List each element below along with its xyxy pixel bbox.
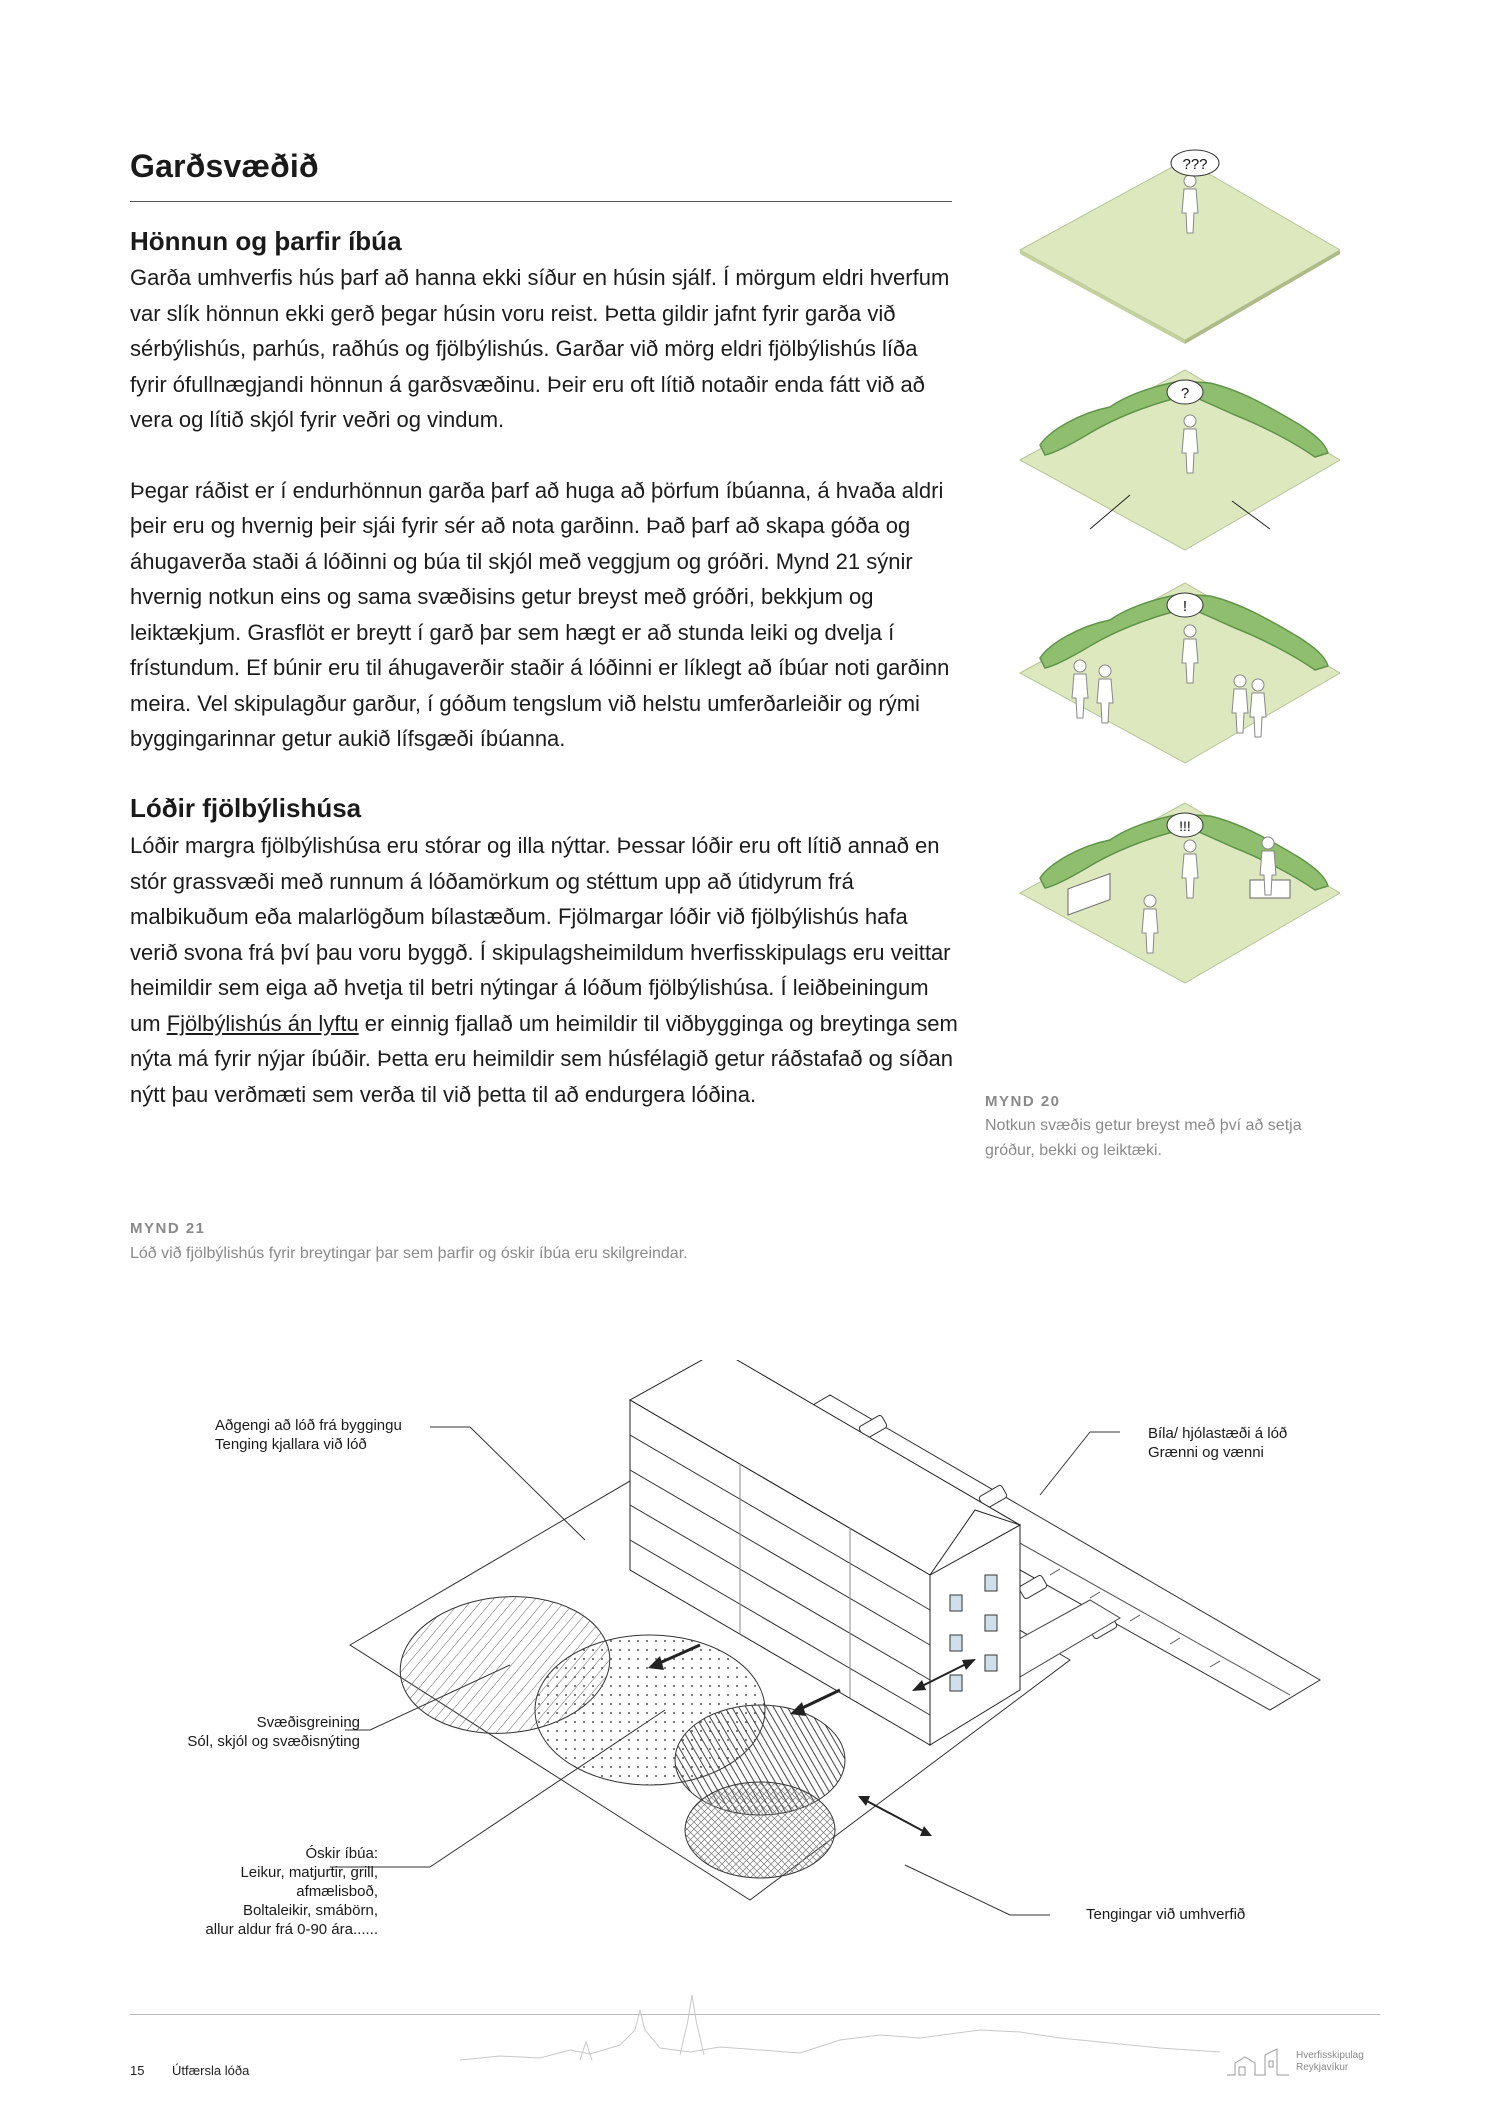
skyline-illustration — [460, 1990, 1220, 2075]
figure-20-caption — [985, 1113, 1302, 1163]
figure-21-label: MYND 21 — [130, 1220, 206, 1237]
brand-line: Reykjavíkur — [1296, 2062, 1349, 2073]
annotation-line: Bíla/ hjólastæði á lóð — [1148, 1425, 1288, 1442]
bubble-text: ? — [1180, 385, 1190, 402]
title-divider — [130, 201, 952, 202]
hverfisskipulag-logo-icon — [1225, 2045, 1293, 2081]
page-number: 15 — [130, 2063, 145, 2078]
paragraph: Garða umhverfis hús þarf að hanna ekki síður en húsin sjálf. Í mörgum eldri hverfum var slík hönnun ekki gerð þegar húsin voru reist. Þetta gildir jafnt fyrir garða við sérbýlishús, parhús, raðhús og fjölbýlishús. Garðar við mörg eldri fjölbýlishús líða fyrir ófullnægjandi hönnun á garðsvæðinu. Þeir eru oft lítið notaðir enda fátt við að vera og lítið skjól fyrir veðri og vindum. — [130, 265, 950, 432]
annotation-line: Svæðisgreining — [256, 1714, 360, 1731]
zone-crosshatch — [685, 1782, 835, 1878]
annotation-line: Leikur, matjurtir, grill, — [240, 1864, 378, 1881]
car-icon — [1018, 1574, 1048, 1599]
page-title: Garðsvæðið — [130, 148, 319, 184]
annotation-zoning — [150, 1713, 360, 1751]
annotation-line: Aðgengi að lóð frá byggingu — [215, 1417, 402, 1434]
section-heading-needs: Hönnun og þarfir íbúa — [130, 226, 402, 256]
annotation-line: Óskir íbúa: — [305, 1845, 378, 1862]
annotation-wishes — [150, 1844, 378, 1939]
caption-line: gróður, bekki og leiktæki. — [985, 1142, 1162, 1159]
annotation-line: Grænni og vænni — [1148, 1444, 1264, 1461]
annotation-line: Tengingar við umhverfið — [1086, 1906, 1246, 1923]
figure-21-caption: Lóð við fjölbýlishús fyrir breytingar þar sem þarfir og óskir íbúa eru skilgreindar. — [130, 1245, 688, 1262]
figure-20-label: MYND 20 — [985, 1093, 1061, 1110]
brand-name — [1296, 2050, 1364, 2074]
annotation-line: Sól, skjól og svæðisnýting — [187, 1733, 360, 1750]
brand-line: Hverfisskipulag — [1296, 2050, 1364, 2061]
section-lots-body — [130, 828, 960, 1112]
annotation-line: allur aldur frá 0-90 ára...... — [205, 1921, 378, 1938]
caption-line: Notkun svæðis getur breyst með því að setja — [985, 1117, 1302, 1134]
paragraph — [130, 828, 960, 1112]
section-needs-body — [130, 260, 960, 757]
figure-20-illustration — [1010, 145, 1340, 1065]
bubble-text: ! — [1182, 598, 1188, 615]
person-figure — [1250, 679, 1266, 737]
section-heading-lots: Lóðir fjölbýlishúsa — [130, 793, 362, 823]
panel-shrubs-people — [1020, 583, 1340, 763]
annotation-line: afmælisboð, — [296, 1883, 378, 1900]
paragraph-text: er einnig fjallað um heimildir til viðbygginga og breytinga sem nýta má fyrir nýjar íbúðir. Þetta eru heimildir sem húsfélagið getur ráðstafað og síðan nýtt þau verðmæti sem verða til við þetta til að endurgera lóðina. — [130, 1010, 958, 1107]
annotation-line: Tenging kjallara við lóð — [215, 1436, 367, 1453]
bubble-text: !!! — [1179, 818, 1191, 834]
guidelines-link[interactable]: Fjölbýlishús án lyftu — [166, 1010, 359, 1036]
annotation-parking — [1148, 1424, 1287, 1462]
footer-section-title: Útfærsla lóða — [172, 2063, 250, 2078]
panel-empty-lawn — [1020, 150, 1340, 344]
annotation-connections — [1086, 1905, 1245, 1924]
paragraph-text: Lóðir margra fjölbýlishúsa eru stórar og illa nýttar. Þessar lóðir eru oft lítið annað en stór grassvæði með runnum á lóðamörkum og stéttum upp að útidyrum frá malbikuðum eða malarlögðum bílastæðum. Fjölmargar lóðir við fjölbýlishús hafa verið svona frá því þau voru byggð. Í skipulagsheimildum hverfisskipulags eru veittar heimildir sem eiga að hvetja til betri nýtingar á lóðum fjölbýlishúsa. Í leiðbeiningum um — [130, 833, 951, 1036]
paragraph: Þegar ráðist er í endurhönnun garða þarf að huga að þörfum íbúanna, á hvaða aldri þeir eru og hvernig þeir sjái fyrir sér að nota garðinn. Það þarf að skapa góða og áhugaverða staði á lóðinni og búa til skjól með veggjum og gróðri. Mynd 21 sýnir hvernig notkun eins og sama svæðisins getur breyst með gróðri, bekkjum og leiktækjum. Grasflöt er breytt í garð þar sem hægt er að stunda leiki og dvelja í frístundum. Ef búnir eru til áhugaverðir staðir á lóðinni er líklegt að íbúar noti garðinn meira. Vel skipulagður garður, í góðum tengslum við helstu umferðarleiðir og rými byggingarinnar getur aukið lífsgæði íbúanna. — [130, 477, 950, 751]
panel-shrubs-play — [1020, 803, 1340, 983]
panel-shrubs — [1020, 370, 1340, 550]
annotation-access — [215, 1416, 402, 1454]
annotation-line: Boltaleikir, smábörn, — [242, 1902, 378, 1919]
bubble-text: ??? — [1182, 156, 1208, 173]
